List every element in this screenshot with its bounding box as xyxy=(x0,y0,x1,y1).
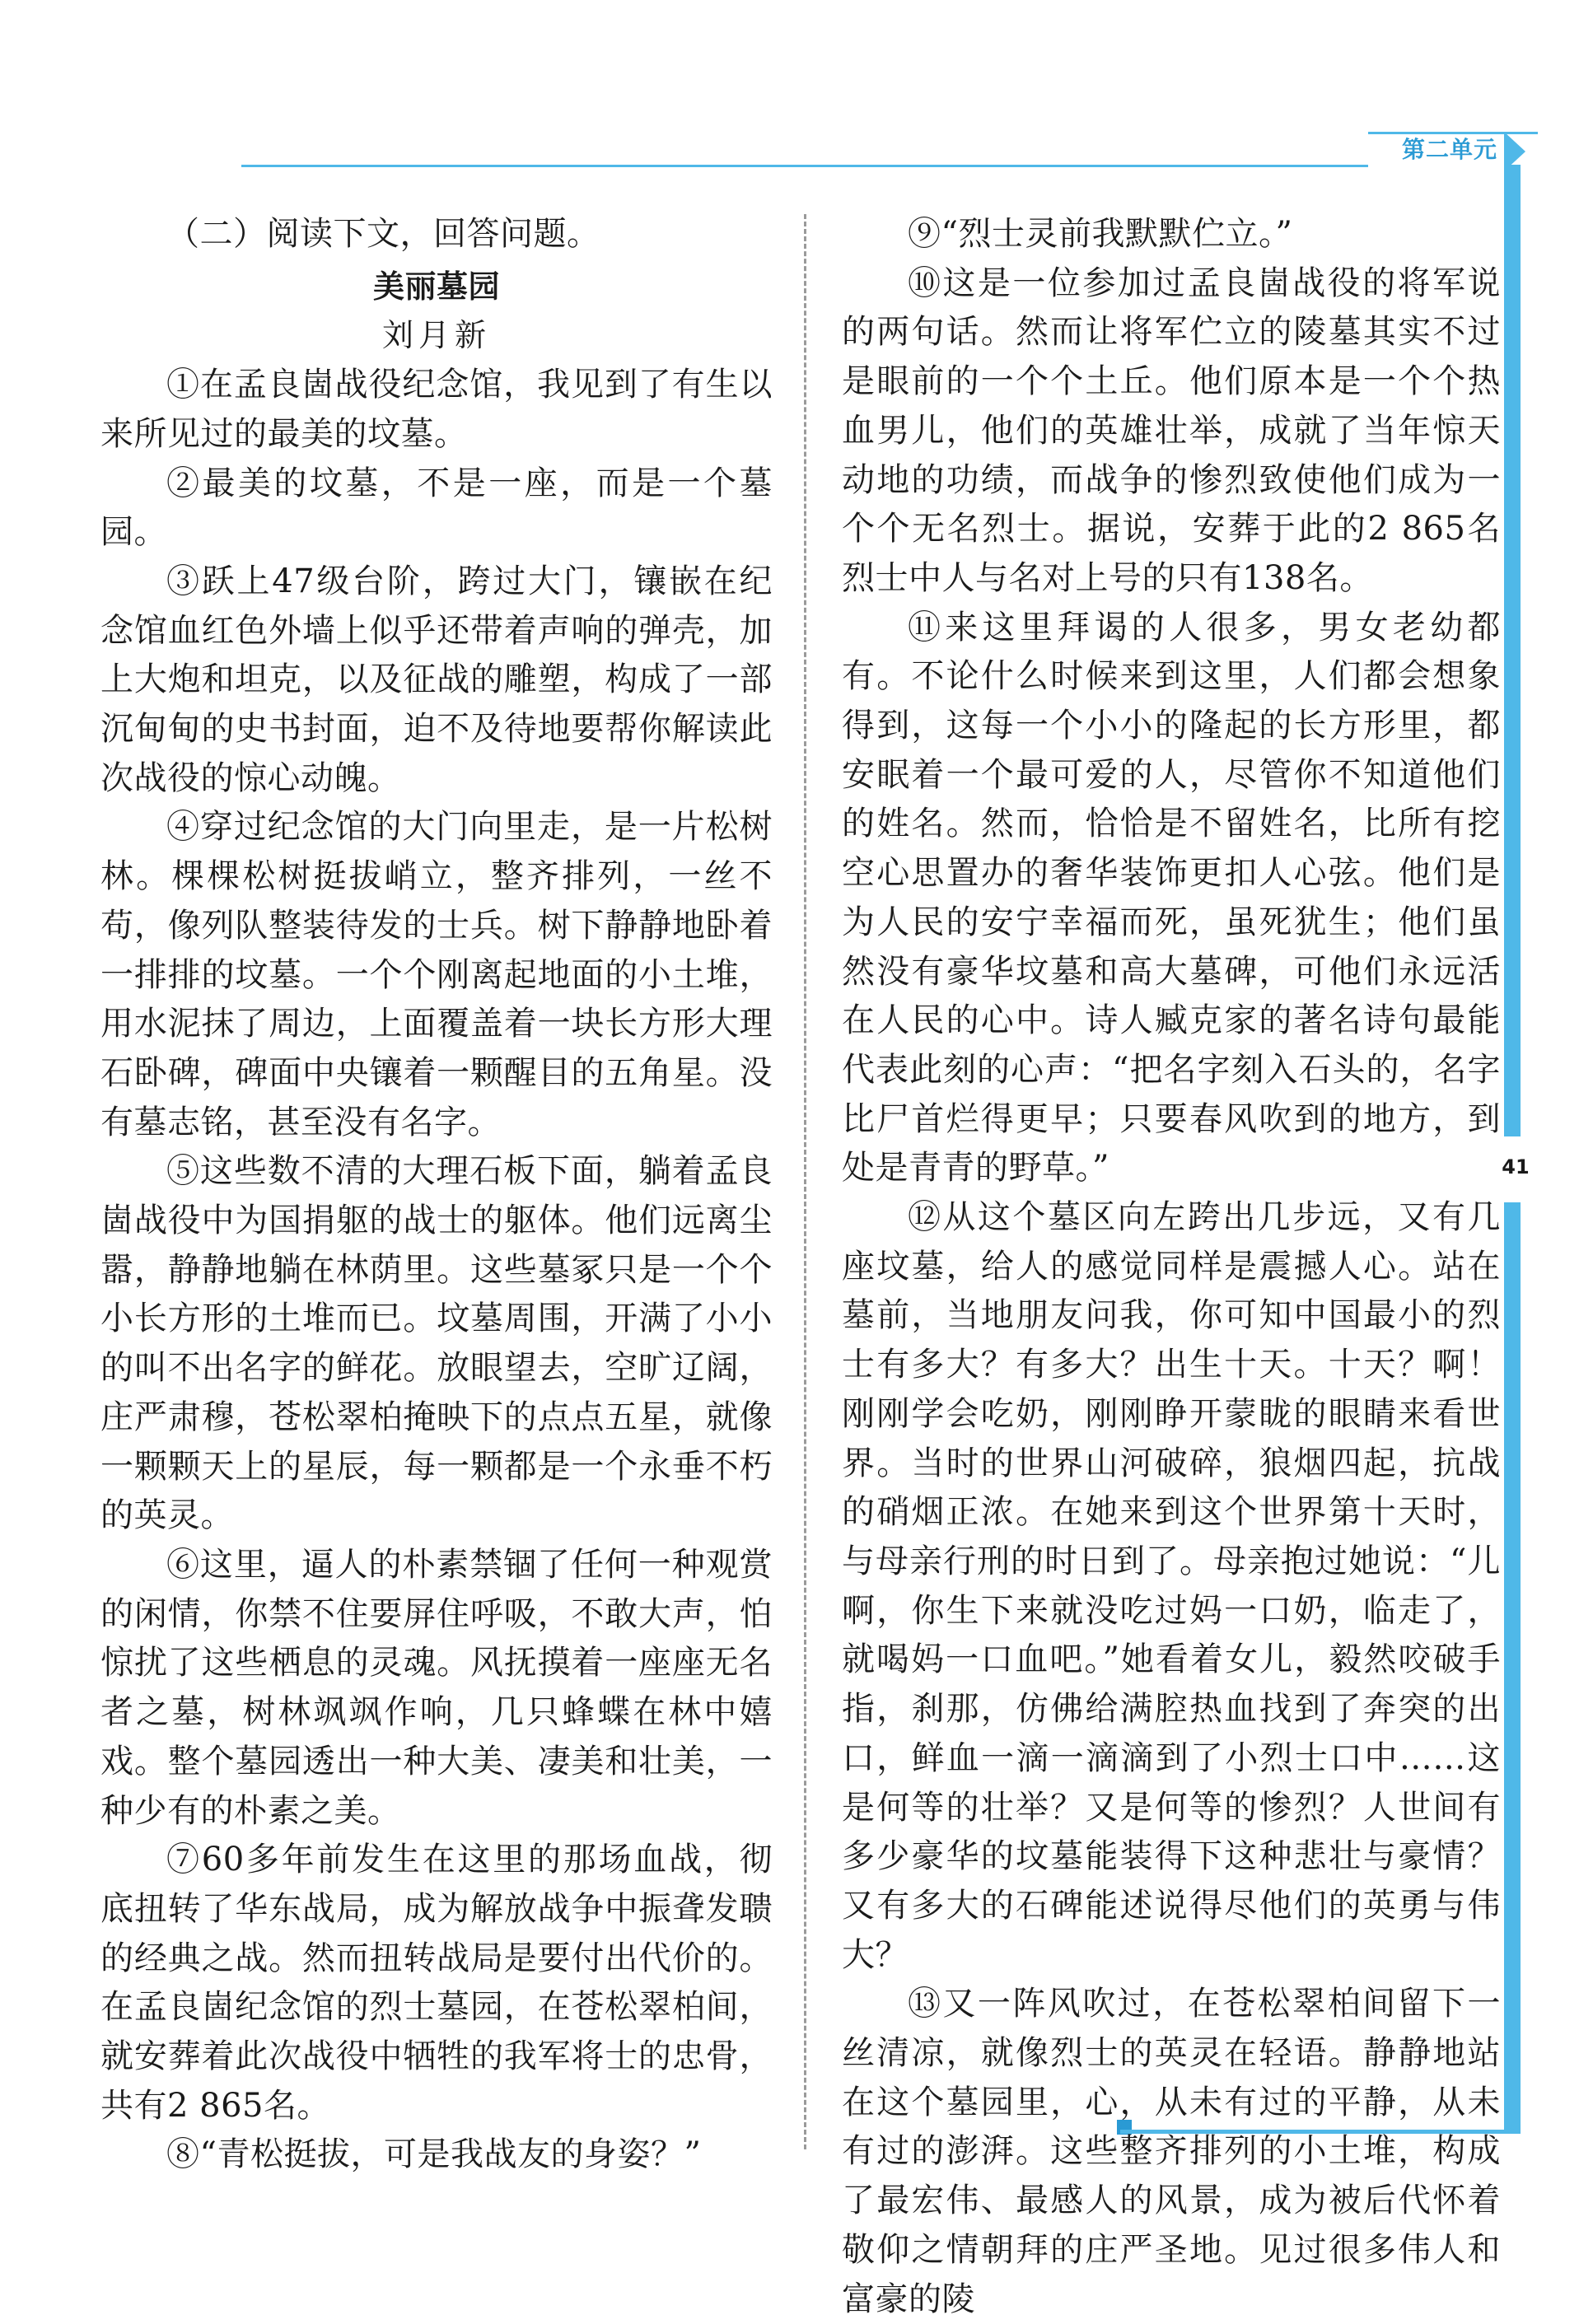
side-bar-lower xyxy=(1504,1202,1521,2133)
section-heading: （二）阅读下文，回答问题。 xyxy=(166,215,600,253)
paragraph-6: ⑥这里，逼人的朴素禁锢了任何一种观赏的闲情，你禁不住要屏住呼吸，不敢大声，怕惊扰了这些栖息的灵魂。风抚摸着一座座无名者之墓，树林飒飒作响，几只蜂蝶在林中嬉戏。整个墓园透出一种大美、凄美和壮美，一种少有的朴素之美。 xyxy=(100,1545,773,1830)
paragraph-9: ⑨“烈士灵前我默默伫立。” xyxy=(908,215,1293,253)
paragraph-3: ③跃上47级台阶，跨过大门，镶嵌在纪念馆血红色外墙上似乎还带着声响的弹壳，加上大炮和坦克，以及征战的雕塑，构成了一部沉甸甸的史书封面，迫不及待地要帮你解读此次战役的惊心动魄。 xyxy=(100,562,773,797)
paragraph-8: ⑧“青松挺拔，可是我战友的身姿？” xyxy=(166,2135,702,2174)
paragraph-1: ①在孟良崮战役纪念馆，我见到了有生以来所见过的最美的坟墓。 xyxy=(100,366,773,453)
paragraph-12: ⑫从这个墓区向左跨出几步远，又有几座坟墓，给人的感觉同样是震撼人心。站在墓前，当地朋友问我，你可知中国最小的烈士有多大？有多大？出生十天。十天？啊！刚刚学会吃奶，刚刚睁开蒙眬的眼睛来看世界。当时的世界山河破碎，狼烟四起，抗战的硝烟正浓。在她来到这个世界第十天时，与母亲行刑的时日到了。母亲抱过她说：“儿啊，你生下来就没吃过妈一口奶，临走了，就喝妈一口血吧。”她看着女儿，毅然咬破手指，刹那，仿佛给满腔热血找到了奔突的出口，鲜血一滴一滴滴到了小烈士口中……这是何等的壮举？又是何等的惨烈？人世间有多少豪华的坟墓能装得下这种悲壮与豪情？又有多大的石碑能述说得尽他们的英勇与伟大？ xyxy=(842,1198,1501,1974)
column-divider xyxy=(804,214,806,2149)
side-bar-upper xyxy=(1504,165,1521,1136)
right-column xyxy=(842,210,1501,2324)
paragraph-5: ⑤这些数不清的大理石板下面，躺着孟良崮战役中为国捐躯的战士的躯体。他们远离尘嚣，静静地躺在林荫里。这些墓冢只是一个个小长方形的土堆而已。坟墓周围，开满了小小的叫不出名字的鲜花。放眼望去，空旷辽阔，庄严肃穆，苍松翠柏掩映下的点点五星，就像一颗颗天上的星辰，每一颗都是一个永垂不朽的英灵。 xyxy=(100,1152,773,1535)
paragraph-11: ⑪来这里拜谒的人很多，男女老幼都有。不论什么时候来到这里，人们都会想象得到，这每一个小小的隆起的长方形里，都安眠着一个最可爱的人，尽管你不知道他们的姓名。然而，恰恰是不留姓名，比所有挖空心思置办的奢华装饰更扣人心弦。他们是为人民的安宁幸福而死，虽死犹生；他们虽然没有豪华坟墓和高大墓碑，可他们永远活在人民的心中。诗人臧克家的著名诗句最能代表此刻的心声：“把名字刻入石头的，名字比尸首烂得更早；只要春风吹到的地方，到处是青青的野草。” xyxy=(842,608,1501,1188)
paragraph-2: ②最美的坟墓，不是一座，而是一个墓园。 xyxy=(100,464,773,552)
paragraph-4: ④穿过纪念馆的大门向里走，是一片松树林。棵棵松树挺拔峭立，整齐排列，一丝不苟，像列队整装待发的士兵。树下静静地卧着一排排的坟墓。一个个刚离起地面的小土堆，用水泥抹了周边，上面覆盖着一块长方形大理石卧碑，碑面中央镶着一颗醒目的五角星。没有墓志铭，甚至没有名字。 xyxy=(100,808,773,1141)
article-author: 刘月新 xyxy=(381,317,491,354)
header-rule xyxy=(241,165,1368,167)
article-title: 美丽墓园 xyxy=(372,268,500,305)
paragraph-13: ⑬又一阵风吹过，在苍松翠柏间留下一丝清凉，就像烈士的英灵在轻语。静静地站在这个墓园里，心，从未有过的平静，从未有过的澎湃。这些整齐排列的小土堆，构成了最宏伟、最感人的风景，成为被后代怀着敬仰之情朝拜的庄严圣地。见过很多伟人和富豪的陵 xyxy=(842,1985,1501,2318)
page-number: 41 xyxy=(1502,1155,1530,1178)
paragraph-10: ⑩这是一位参加过孟良崮战役的将军说的两句话。然而让将军伫立的陵墓其实不过是眼前的一个个土丘。他们原本是一个个热血男儿，他们的英雄壮举，成就了当年惊天动地的功绩，而战争的惨烈致使他们成为一个个无名烈士。据说，安葬于此的2 865名烈士中人与名对上号的只有138名。 xyxy=(842,264,1501,597)
paragraph-7: ⑦60多年前发生在这里的那场血战，彻底扭转了华东战局，成为解放战争中振聋发聩的经典之战。然而扭转战局是要付出代价的。在孟良崮纪念馆的烈士墓园，在苍松翠柏间，就安葬着此次战役中牺牲的我军将士的忠骨，共有2 865名。 xyxy=(100,1841,773,2125)
left-column xyxy=(100,210,773,2180)
unit-label: 第二单元 xyxy=(1402,136,1498,163)
